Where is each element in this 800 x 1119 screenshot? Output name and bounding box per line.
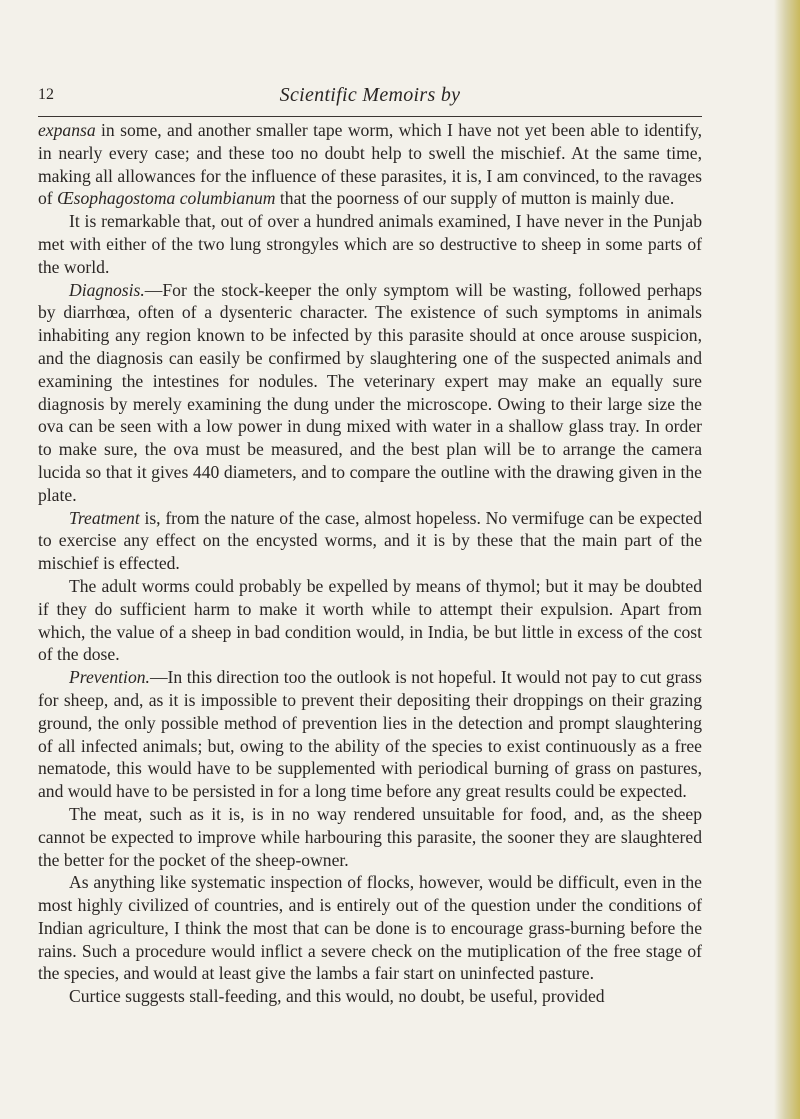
paragraph-adult-worms: The adult worms could probably be expelled by means of thymol; but it may be doubted if they do sufficient harm to make it worth while to attempt their expulsion. Apart from which, the value of a sheep in bad condition would, in India, be but little in excess of the cost of the dose. (38, 575, 702, 665)
section-heading-treatment: Treatment (69, 507, 140, 528)
section-heading-diagnosis: Diagnosis. (69, 279, 145, 300)
paragraph-diagnosis (38, 279, 702, 507)
paragraph-lung-strongyles: It is remarkable that, out of over a hundred animals examined, I have never in the Punjab met with either of the two lung strongyles which are so destructive to sheep in some parts of the world. (38, 211, 702, 277)
running-title: Scientific Memoirs by (279, 84, 461, 106)
paragraph-treatment (38, 507, 702, 575)
taxon-expansa: expansa (38, 120, 96, 140)
body-text (38, 119, 702, 1008)
header-rule (38, 116, 702, 117)
page-number: 12 (38, 86, 54, 103)
paragraph-text: —For the stock-keeper the only symptom will be wasting, followed perhaps by diarrhœa, often of a dysenteric character. The existence of such symptoms in animals inhabiting any region known to be infected by this parasite should at once arouse suspicion, and the diagnosis can easily be confirmed by slaughtering one of the suspected animals and examining the intestines for nodules. The veterinary expert may make an equally sure diagnosis by merely examining the dung under the microscope. Owing to their large size the ova can be seen with a low power in dung mixed with water in a shallow glass tray. In order to make sure, the ova must be measured, and the best plan will be to arrange the camera lucida so that it gives 440 diameters, and to compare the outline with the drawing given in the plate. (38, 279, 702, 505)
paragraph-text: is, from the nature of the case, almost hopeless. No vermifuge can be expected to exercise any effect on the encysted worms, and it is by these that the main part of the mischief is effected. (38, 507, 702, 574)
paragraph-curtice: Curtice suggests stall-feeding, and this would, no doubt, be useful, provided (69, 986, 605, 1007)
section-heading-prevention: Prevention. (69, 667, 150, 688)
page-header (38, 84, 702, 110)
paragraph-inspection: As anything like systematic inspection of flocks, however, would be difficult, even in the most highly civilized of countries, and is entirely out of the question under the conditions of Indian agriculture, I think the most that can be done is to encourage grass-burning before the rains. Such a procedure would inflict a severe check on the mutiplication of the free stage of the species, and would at least give the lambs a fair start on uninfected pasture. (38, 872, 702, 984)
taxon-oesophagostoma: Œsophagostoma columbianum (57, 188, 276, 209)
paragraph-text-tail: that the poorness of our supply of mutton is mainly due. (275, 188, 675, 209)
page-edge-shading (774, 0, 800, 1119)
paragraph-text: in some, and another smaller tape worm, which I have not yet been able to identify, in nearly every case; and these too no doubt help to swell the mischief. At the same time, making all allowances for the influence of these parasites, it is, I am convinced, to the ravages of (38, 120, 702, 209)
paragraph-text: —In this direction too the outlook is not hopeful. It would not pay to cut grass for sheep, and, as it is impossible to prevent their depositing their droppings on their grazing ground, the only possible method of prevention lies in the detection and prompt slaughtering of all infected animals; but, owing to the ability of the species to exist continuously as a free nematode, this would have to be supplemented with periodical burning of grass on pastures, and would have to be persisted in for a long time before any great results could be expected. (38, 667, 702, 802)
paragraph-prevention (38, 666, 702, 803)
paragraph-meat: The meat, such as it is, is in no way rendered unsuitable for food, and, as the sheep cannot be expected to improve while harbouring this parasite, the sooner they are slaughtered the better for the pocket of the sheep-owner. (38, 803, 702, 870)
paragraph-continuation (38, 119, 702, 210)
